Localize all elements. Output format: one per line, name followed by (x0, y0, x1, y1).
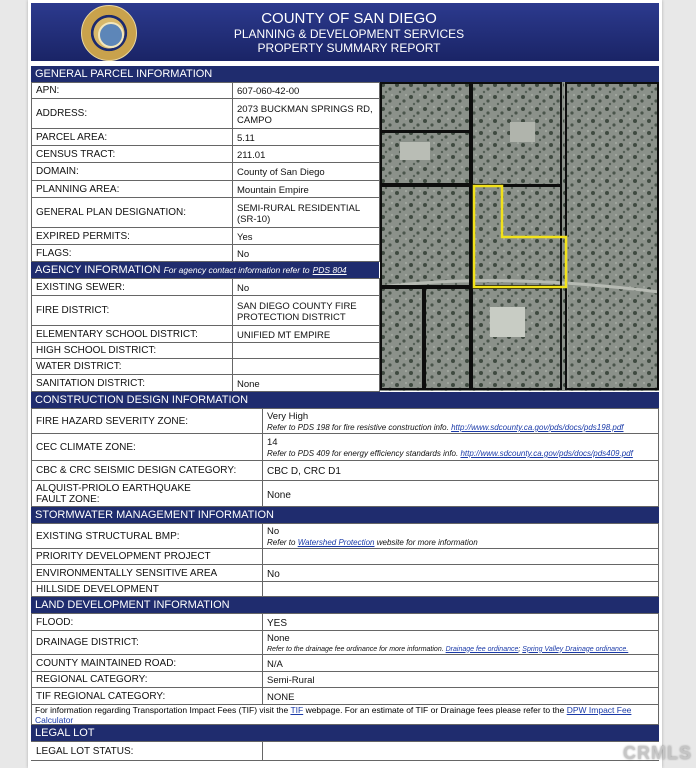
stormwater-heading: STORMWATER MANAGEMENT INFORMATION (31, 507, 659, 523)
agency-row (31, 325, 379, 342)
general-row-label: CENSUS TRACT: (31, 146, 233, 162)
agency-row-value (233, 359, 379, 374)
legal-heading: LEGAL LOT (31, 725, 659, 741)
cec-climate-label: CEC CLIMATE ZONE: (31, 434, 263, 460)
cec-climate-ref-text: Refer to PDS 409 for energy efficiency standards info. (267, 449, 459, 458)
fire-hazard-value-cell (263, 409, 659, 433)
pds409-link[interactable]: http://www.sdcounty.ca.gov/pds/docs/pds409.pdf (460, 449, 633, 458)
general-row-value-line1: County of San Diego (237, 167, 325, 178)
road-label: COUNTY MAINTAINED ROAD: (31, 655, 263, 671)
agency-row-value-line1: None (237, 379, 260, 390)
fire-hazard-ref-text: Refer to PDS 198 for fire resistive construction info. (267, 423, 449, 432)
general-row-value-line1: Mountain Empire (237, 184, 309, 196)
fire-hazard-ref (267, 422, 659, 433)
fire-hazard-label: FIRE HAZARD SEVERITY ZONE: (31, 409, 263, 433)
agency-row-value (233, 296, 379, 325)
hillside-row (31, 581, 659, 597)
general-row (31, 98, 379, 128)
general-row-value-line2: (SR-10) (237, 213, 271, 225)
alquist-label (31, 481, 263, 507)
agency-row-value-line1: No (237, 282, 250, 294)
general-row-value (233, 129, 379, 145)
general-row-value-line1: 5.11 (237, 132, 255, 144)
tif-label: TIF REGIONAL CATEGORY: (31, 688, 263, 704)
general-row-value-line1: 2073 BUCKMAN SPRINGS RD, (237, 103, 373, 115)
alquist-label-line2: FAULT ZONE: (36, 494, 100, 505)
legal-status-label: LEGAL LOT STATUS: (31, 742, 263, 760)
county-title: COUNTY OF SAN DIEGO (261, 10, 437, 27)
report-title: PROPERTY SUMMARY REPORT (257, 41, 441, 55)
general-row (31, 244, 379, 262)
general-row-value (233, 198, 379, 227)
crmls-watermark: CRMLS (623, 743, 692, 763)
pds198-link[interactable]: http://www.sdcounty.ca.gov/pds/docs/pds198.pdf (451, 423, 624, 432)
general-row-value (233, 228, 379, 244)
priority-value (263, 549, 659, 564)
cec-climate-value: 14 (267, 437, 278, 448)
bmp-row (31, 523, 659, 548)
tif-value: NONE (267, 691, 295, 703)
land-heading: LAND DEVELOPMENT INFORMATION (31, 597, 659, 613)
seismic-value: CBC D, CRC D1 (267, 466, 341, 477)
general-row-value (233, 245, 379, 262)
bmp-ref-pre: Refer to (267, 538, 296, 547)
general-row-label: APN: (31, 83, 233, 98)
esa-value: No (267, 568, 280, 580)
general-row (31, 145, 379, 162)
general-row-value-line1: SEMI-RURAL RESIDENTIAL (237, 202, 361, 214)
hillside-value (263, 582, 659, 597)
road-row (31, 654, 659, 671)
foot-mid: webpage. For an estimate of TIF or Drainage fees please refer to the (305, 705, 565, 715)
flood-label: FLOOD: (31, 614, 263, 630)
general-row-value (233, 99, 379, 128)
general-row-value (233, 181, 379, 197)
agency-row (31, 358, 379, 374)
report-header (31, 3, 659, 61)
fire-hazard-value: Very High (267, 411, 309, 422)
foot-pre: For information regarding Transportation Impact Fees (TIF) visit the (35, 705, 289, 715)
general-row (31, 227, 379, 244)
agency-row (31, 374, 379, 392)
agency-row-value-line1: SAN DIEGO COUNTY FIRE (237, 300, 357, 312)
flood-value: YES (267, 617, 288, 629)
legal-status-row (31, 741, 659, 761)
general-row (31, 82, 379, 98)
general-row-value-line1: Yes (237, 231, 253, 243)
tif-link[interactable]: TIF (290, 705, 304, 715)
general-row (31, 162, 379, 180)
cec-climate-value-cell (263, 434, 659, 460)
regional-label: REGIONAL CATEGORY: (31, 672, 263, 687)
esa-label: ENVIRONMENTALLY SENSITIVE AREA (31, 565, 263, 581)
general-row-label: GENERAL PLAN DESIGNATION: (31, 198, 233, 227)
dpw-calculator-link[interactable]: DPW Impact Fee Calculator (35, 705, 632, 725)
watershed-protection-link[interactable]: Watershed Protection (297, 538, 375, 547)
general-row (31, 128, 379, 145)
alquist-row (31, 480, 659, 507)
general-row-value (233, 146, 379, 162)
pds-804-link[interactable]: PDS 804 (312, 265, 347, 275)
agency-row-value (233, 343, 379, 358)
agency-row-label: ELEMENTARY SCHOOL DISTRICT: (31, 326, 233, 342)
general-row-label: PARCEL AREA: (31, 129, 233, 145)
drainage-fee-link[interactable]: Drainage fee ordinance (445, 645, 519, 653)
general-row-value (233, 83, 379, 98)
general-row-label: PLANNING AREA: (31, 181, 233, 197)
report-page (28, 0, 662, 768)
agency-row-label: FIRE DISTRICT: (31, 296, 233, 325)
spring-valley-link[interactable]: Spring Valley Drainage ordinance. (522, 645, 629, 653)
alquist-label-line1: ALQUIST-PRIOLO EARTHQUAKE (36, 483, 191, 494)
agency-row-value-line2: PROTECTION DISTRICT (237, 311, 346, 323)
general-row (31, 180, 379, 197)
cec-climate-ref (267, 448, 659, 459)
agency-row (31, 278, 379, 295)
flood-row (31, 613, 659, 630)
bmp-value-cell (263, 524, 659, 548)
agency-row (31, 295, 379, 325)
county-seal-icon (81, 5, 137, 61)
agency-row-value (233, 279, 379, 295)
bmp-ref-post: website for more information (376, 538, 478, 547)
hillside-label: HILLSIDE DEVELOPMENT (31, 582, 263, 597)
seismic-label: CBC & CRC SEISMIC DESIGN CATEGORY: (31, 461, 263, 480)
legal-status-value (263, 742, 659, 760)
agency-row-label: HIGH SCHOOL DISTRICT: (31, 343, 233, 358)
alquist-value: None (267, 489, 291, 501)
seismic-row (31, 460, 659, 480)
road-value: N/A (267, 658, 283, 670)
esa-row (31, 564, 659, 581)
drainage-value: None (267, 632, 290, 644)
general-parcel-heading: GENERAL PARCEL INFORMATION (31, 66, 659, 82)
general-row (31, 197, 379, 227)
drainage-ref: Refer to the drainage fee ordinance for more information. Drainage fee ordinance; Spring Valley Drainage ordinance. (267, 645, 629, 653)
cec-climate-row (31, 433, 659, 460)
priority-label: PRIORITY DEVELOPMENT PROJECT (31, 549, 263, 564)
drainage-label: DRAINAGE DISTRICT: (31, 631, 263, 654)
general-row-value-line1: 607-060-42-00 (237, 86, 300, 97)
tif-row (31, 687, 659, 704)
agency-heading (31, 262, 379, 278)
agency-row-label: WATER DISTRICT: (31, 359, 233, 374)
bmp-ref (267, 537, 659, 548)
drainage-value-cell (263, 631, 659, 654)
agency-row-value (233, 375, 379, 392)
general-row-value-line2: CAMPO (237, 114, 272, 126)
agency-heading-title: AGENCY INFORMATION (35, 264, 161, 276)
tif-footnote (31, 704, 659, 725)
agency-note: For agency contact information refer to (163, 265, 310, 275)
drainage-ref-text: Refer to the drainage fee ordinance for more information. (267, 645, 444, 653)
agency-row (31, 342, 379, 358)
agency-row-label: EXISTING SEWER: (31, 279, 233, 295)
bmp-value: No (267, 526, 280, 537)
drainage-row (31, 630, 659, 654)
agency-row-value-line1: UNIFIED MT EMPIRE (237, 329, 331, 341)
general-row-value-line1: No (237, 249, 250, 260)
general-row-label: DOMAIN: (31, 163, 233, 180)
agency-row-label: SANITATION DISTRICT: (31, 375, 233, 392)
department-title: PLANNING & DEVELOPMENT SERVICES (233, 27, 465, 41)
fire-hazard-row (31, 408, 659, 433)
regional-row (31, 671, 659, 687)
general-row-value (233, 163, 379, 180)
general-row-label: ADDRESS: (31, 99, 233, 128)
general-row-value-line1: 211.01 (237, 149, 266, 161)
agency-row-value (233, 326, 379, 342)
bmp-label: EXISTING STRUCTURAL BMP: (31, 524, 263, 548)
general-row-label: FLAGS: (31, 245, 233, 262)
regional-value: Semi-Rural (267, 675, 315, 686)
aerial-map-image (380, 82, 659, 391)
construction-heading: CONSTRUCTION DESIGN INFORMATION (31, 392, 659, 408)
general-row-label: EXPIRED PERMITS: (31, 228, 233, 244)
priority-row (31, 548, 659, 564)
